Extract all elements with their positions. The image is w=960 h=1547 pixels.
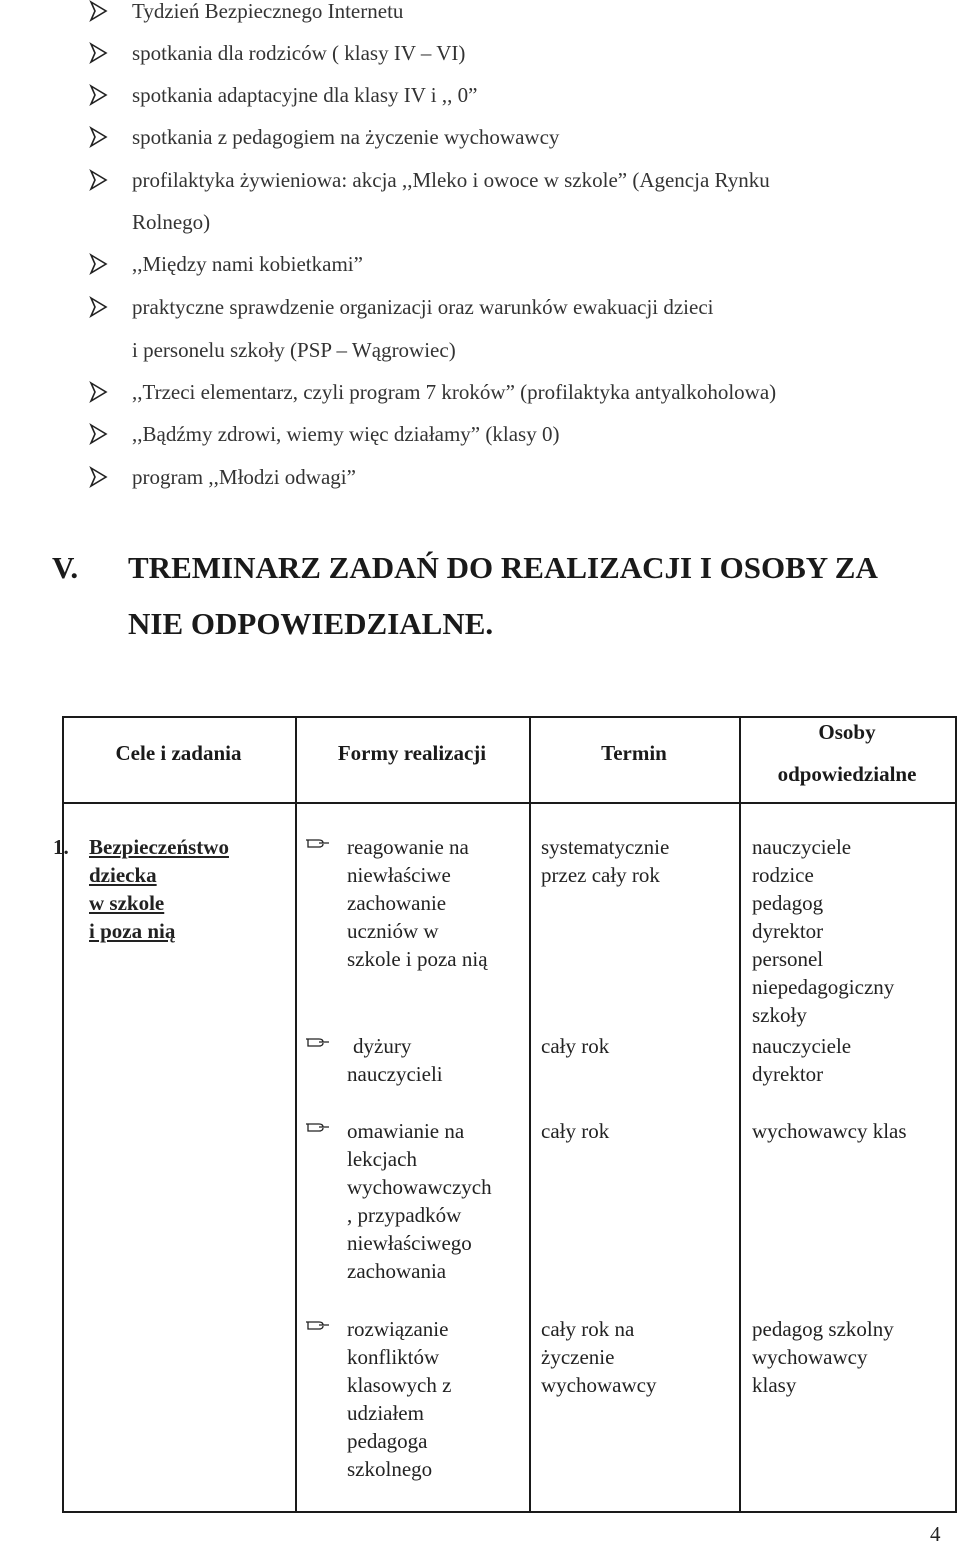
- section-title-line1: TREMINARZ ZADAŃ DO REALIZACJI I OSOBY ZA: [128, 550, 878, 585]
- form-line: zachowania: [347, 1259, 447, 1283]
- arrowhead-bullet-icon: [88, 32, 108, 74]
- bullet-text: Tydzień Bezpiecznego Internetu: [132, 0, 404, 23]
- form-line: konfliktów: [347, 1345, 440, 1369]
- arrowhead-bullet-icon: [88, 0, 108, 32]
- section-number: V.: [52, 550, 79, 585]
- arrowhead-bullet-icon: [88, 243, 108, 285]
- bullet-text: spotkania adaptacyjne dla klasy IV i ,, 0”: [132, 83, 478, 107]
- persons-line: pedagog: [752, 891, 824, 915]
- pointing-hand-icon: [305, 1119, 331, 1137]
- column-divider: [739, 716, 741, 1513]
- table-border-bottom: [62, 1511, 957, 1513]
- persons-line: dyrektor: [752, 919, 824, 943]
- pointing-hand-icon: [305, 1034, 331, 1052]
- bullet-text: profilaktyka żywieniowa: akcja ,,Mleko i owoce w szkole” (Agencja Rynku: [132, 168, 770, 192]
- term-cell: [541, 1315, 656, 1399]
- form-line: klasowych z: [347, 1373, 452, 1397]
- form-cell: [305, 833, 525, 973]
- bullet-text: spotkania z pedagogiem na życzenie wychowawcy: [132, 125, 560, 149]
- persons-line: nauczyciele: [752, 835, 852, 859]
- goal-line: i poza nią: [89, 919, 176, 943]
- term-line: systematycznie: [541, 835, 670, 859]
- section-title-line2: NIE ODPOWIEDZIALNE.: [128, 606, 494, 641]
- pointing-hand-icon: [305, 835, 331, 853]
- bullet-text: praktyczne sprawdzenie organizacji oraz warunków ewakuacji dzieci: [132, 295, 714, 319]
- page-number: 4: [930, 1522, 941, 1546]
- persons-cell: [752, 1032, 851, 1088]
- term-cell: [541, 1117, 609, 1145]
- form-line: zachowanie: [347, 891, 447, 915]
- form-line: wychowawczych: [347, 1175, 492, 1199]
- form-line: dyżury: [353, 1034, 412, 1058]
- arrowhead-bullet-icon: [88, 413, 108, 455]
- term-line: wychowawcy: [541, 1373, 657, 1397]
- goal-line: dziecka: [89, 863, 157, 887]
- form-cell: [305, 1032, 525, 1088]
- goal-number: 1.: [53, 835, 69, 859]
- term-line: przez cały rok: [541, 863, 660, 887]
- bullet-text: ,,Trzeci elementarz, czyli program 7 kroków” (profilaktyka antyalkoholowa): [132, 380, 777, 404]
- form-cell: [305, 1117, 525, 1285]
- goal-cell: [89, 833, 229, 945]
- form-line: , przypadków: [347, 1203, 462, 1227]
- persons-line: szkoły: [752, 1003, 807, 1027]
- bullet-continuation: i personelu szkoły (PSP – Wągrowiec): [132, 338, 456, 362]
- header-goals: Cele i zadania: [115, 741, 242, 765]
- arrowhead-bullet-icon: [88, 74, 108, 116]
- persons-line: wychowawcy klas: [752, 1119, 907, 1143]
- form-line: udziałem: [347, 1401, 424, 1425]
- header-term: Termin: [601, 741, 667, 765]
- form-line: niewłaściwe: [347, 863, 451, 887]
- arrowhead-bullet-icon: [88, 286, 108, 328]
- form-line: szkolnego: [347, 1457, 433, 1481]
- header-persons-line1: Osoby: [818, 720, 876, 744]
- form-line: nauczycieli: [347, 1062, 443, 1086]
- header-persons-line2: odpowiedzialne: [777, 762, 917, 786]
- arrowhead-bullet-icon: [88, 159, 108, 201]
- persons-line: personel: [752, 947, 824, 971]
- persons-line: nauczyciele: [752, 1034, 852, 1058]
- term-line: życzenie: [541, 1345, 615, 1369]
- header-forms: Formy realizacji: [337, 741, 487, 765]
- term-cell: [541, 1032, 609, 1060]
- form-line: omawianie na: [347, 1119, 465, 1143]
- arrowhead-bullet-icon: [88, 116, 108, 158]
- bullet-text: spotkania dla rodziców ( klasy IV – VI): [132, 41, 466, 65]
- column-divider: [295, 716, 297, 1513]
- persons-cell: [752, 833, 894, 1029]
- arrowhead-bullet-icon: [88, 456, 108, 498]
- form-line: uczniów w: [347, 919, 439, 943]
- bullet-text: ,,Bądźmy zdrowi, wiemy więc działamy” (klasy 0): [132, 422, 560, 446]
- pointing-hand-icon: [305, 1317, 331, 1335]
- bullet-continuation: Rolnego): [132, 210, 211, 234]
- persons-line: klasy: [752, 1373, 797, 1397]
- form-cell: [305, 1315, 525, 1483]
- form-line: reagowanie na: [347, 835, 469, 859]
- goal-line: Bezpieczeństwo: [89, 835, 229, 859]
- table-border-top: [62, 716, 957, 718]
- persons-line: niepedagogiczny: [752, 975, 895, 999]
- form-line: rozwiązanie: [347, 1317, 449, 1341]
- bullet-text: ,,Między nami kobietkami”: [132, 252, 363, 276]
- persons-line: pedagog szkolny: [752, 1317, 894, 1341]
- persons-line: dyrektor: [752, 1062, 824, 1086]
- persons-cell: [752, 1315, 894, 1399]
- table-border-right: [955, 716, 957, 1513]
- bullet-text: program ,,Młodzi odwagi”: [132, 465, 356, 489]
- form-line: pedagoga: [347, 1429, 428, 1453]
- form-line: niewłaściwego: [347, 1231, 472, 1255]
- column-divider: [529, 716, 531, 1513]
- header-divider: [62, 802, 957, 804]
- form-line: lekcjach: [347, 1147, 417, 1171]
- form-line: szkole i poza nią: [347, 947, 488, 971]
- persons-line: wychowawcy: [752, 1345, 868, 1369]
- persons-cell: [752, 1117, 907, 1145]
- goal-line: w szkole: [89, 891, 165, 915]
- term-line: cały rok: [541, 1119, 610, 1143]
- term-line: cały rok na: [541, 1317, 635, 1341]
- persons-line: rodzice: [752, 863, 814, 887]
- term-line: cały rok: [541, 1034, 610, 1058]
- term-cell: [541, 833, 669, 889]
- tasks-table: [53, 716, 957, 1513]
- arrowhead-bullet-icon: [88, 371, 108, 413]
